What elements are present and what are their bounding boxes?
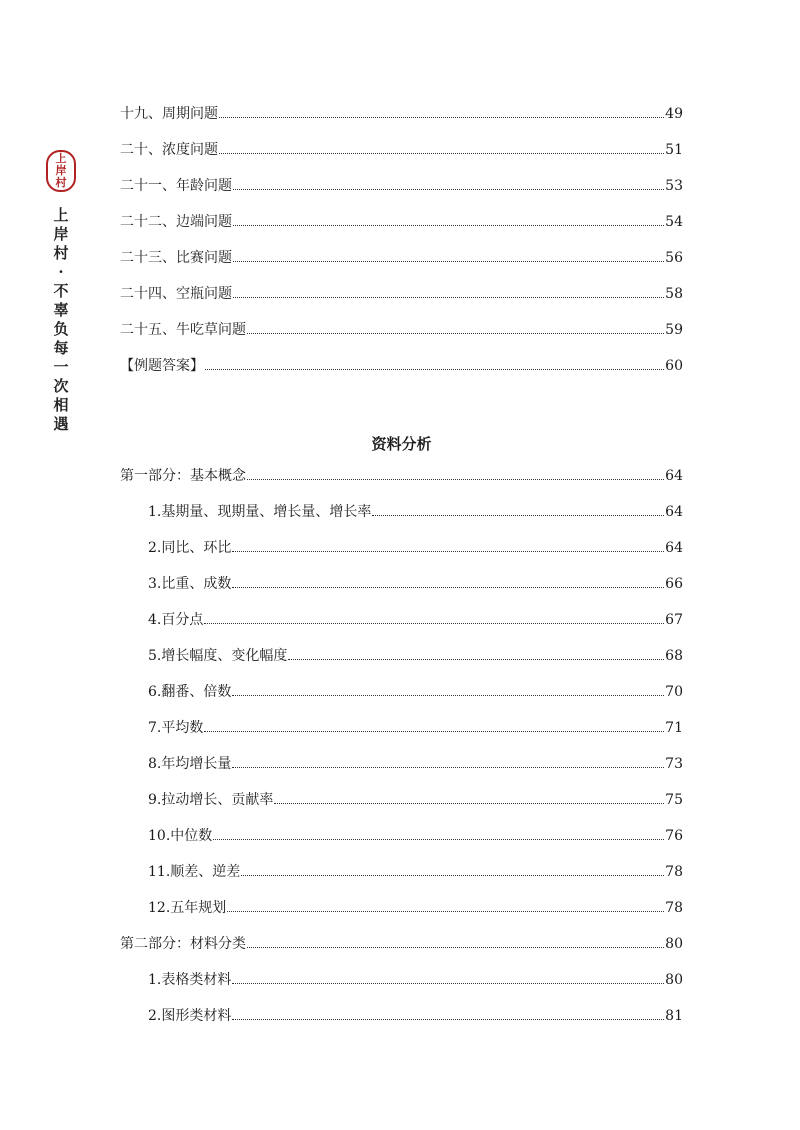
toc-entry[interactable] (120, 646, 683, 682)
toc-entry[interactable] (120, 970, 683, 1006)
dot-leader (247, 947, 664, 948)
section-heading (120, 412, 683, 466)
toc-entry-label: 二十、浓度问题 (120, 142, 218, 158)
toc-entry-label: 10.中位数 (148, 828, 213, 844)
toc-entry-page-number: 64 (665, 504, 683, 520)
slogan-char: 每 (53, 339, 69, 357)
brand-seal-logo (46, 150, 76, 192)
dot-leader (247, 479, 664, 480)
dot-leader (233, 297, 664, 298)
dot-leader (372, 515, 664, 516)
toc-entry[interactable] (120, 176, 683, 212)
dot-leader (213, 839, 664, 840)
toc-entry-label: 5.增长幅度、变化幅度 (148, 648, 288, 664)
toc-entry-label: 9.拉动增长、贡献率 (148, 792, 274, 808)
toc-entry-page-number: 68 (665, 648, 683, 664)
toc-entry[interactable] (120, 284, 683, 320)
toc-entry-label: 1.表格类材料 (148, 972, 232, 988)
slogan-char: 村 (53, 244, 69, 262)
dot-leader (232, 551, 664, 552)
dot-leader (219, 153, 664, 154)
dot-leader (232, 695, 664, 696)
slogan-char: 上 (53, 206, 69, 224)
toc-entry[interactable] (120, 248, 683, 284)
toc-entry-label: 6.翻番、倍数 (148, 684, 232, 700)
toc-entry[interactable] (120, 610, 683, 646)
toc-entry-label: 3.比重、成数 (148, 576, 232, 592)
dot-leader (219, 117, 664, 118)
seal-char: 岸 (55, 164, 67, 177)
toc-entry-page-number: 81 (665, 1008, 683, 1024)
toc-entry-page-number: 56 (665, 250, 683, 266)
slogan-char: 一 (53, 358, 69, 376)
toc-entry-page-number: 59 (665, 322, 683, 338)
dot-leader (232, 587, 664, 588)
toc-entry-page-number: 67 (665, 612, 683, 628)
toc-entry[interactable] (120, 466, 683, 502)
toc-entry[interactable] (120, 898, 683, 934)
toc-entry-page-number: 51 (665, 142, 683, 158)
dot-leader (247, 333, 664, 334)
toc-section-data-analysis (120, 466, 683, 1042)
toc-entry[interactable] (120, 320, 683, 356)
toc-entry[interactable] (120, 212, 683, 248)
toc-entry-label: 二十四、空瓶问题 (120, 286, 232, 302)
toc-entry[interactable] (120, 140, 683, 176)
toc-entry-label: 【例题答案】 (120, 358, 204, 374)
toc-entry[interactable] (120, 862, 683, 898)
toc-entry-page-number: 71 (665, 720, 683, 736)
dot-leader (204, 731, 664, 732)
toc-entry-label: 2.图形类材料 (148, 1008, 232, 1024)
dot-leader (233, 261, 664, 262)
slogan-char: · (58, 263, 64, 281)
toc-entry-page-number: 64 (665, 468, 683, 484)
toc-entry-page-number: 78 (665, 900, 683, 916)
toc-entry[interactable] (120, 104, 683, 140)
toc-entry-page-number: 58 (665, 286, 683, 302)
toc-entry[interactable] (120, 754, 683, 790)
dot-leader (233, 189, 664, 190)
toc-entry[interactable] (120, 1006, 683, 1042)
toc-entry[interactable] (120, 934, 683, 970)
slogan-char: 相 (53, 396, 69, 414)
toc-entry-label: 7.平均数 (148, 720, 204, 736)
toc-entry[interactable] (120, 356, 683, 392)
slogan-char: 负 (53, 320, 69, 338)
toc-entry-page-number: 66 (665, 576, 683, 592)
toc-entry[interactable] (120, 790, 683, 826)
slogan-char: 不 (53, 282, 69, 300)
toc-entry-page-number: 76 (665, 828, 683, 844)
seal-char: 上 (55, 152, 67, 165)
dot-leader (288, 659, 664, 660)
toc-entry-label: 二十五、牛吃草问题 (120, 322, 246, 338)
toc-entry-label: 二十三、比赛问题 (120, 250, 232, 266)
toc-entry-label: 2.同比、环比 (148, 540, 232, 556)
toc-entry-label: 12.五年规划 (148, 900, 227, 916)
toc-entry[interactable] (120, 574, 683, 610)
slogan-char: 次 (53, 377, 69, 395)
toc-entry-label: 8.年均增长量 (148, 756, 232, 772)
dot-leader (204, 623, 664, 624)
toc-entry-label: 第二部分：材料分类 (120, 936, 246, 952)
toc-entry[interactable] (120, 538, 683, 574)
toc-entry-page-number: 80 (665, 936, 683, 952)
toc-entry-label: 十九、周期问题 (120, 106, 218, 122)
toc-entry[interactable] (120, 682, 683, 718)
toc-entry[interactable] (120, 826, 683, 862)
brand-slogan (53, 206, 68, 434)
toc-section-quantitative (120, 104, 683, 392)
toc-entry-page-number: 78 (665, 864, 683, 880)
slogan-char: 遇 (53, 415, 69, 433)
table-of-contents (120, 104, 683, 1042)
toc-entry-label: 1.基期量、现期量、增长量、增长率 (148, 504, 372, 520)
dot-leader (227, 911, 664, 912)
toc-entry-label: 4.百分点 (148, 612, 204, 628)
seal-char: 村 (55, 176, 67, 189)
dot-leader (232, 1019, 664, 1020)
toc-entry[interactable] (120, 502, 683, 538)
dot-leader (232, 983, 664, 984)
toc-entry-page-number: 54 (665, 214, 683, 230)
toc-entry-page-number: 53 (665, 178, 683, 194)
toc-entry-page-number: 70 (665, 684, 683, 700)
toc-entry[interactable] (120, 718, 683, 754)
dot-leader (232, 767, 664, 768)
brand-sidebar (44, 150, 78, 434)
toc-entry-label: 第一部分：基本概念 (120, 468, 246, 484)
toc-entry-label: 11.顺差、逆差 (148, 864, 241, 880)
toc-entry-page-number: 75 (665, 792, 683, 808)
toc-entry-page-number: 49 (665, 106, 683, 122)
dot-leader (241, 875, 664, 876)
toc-entry-label: 二十一、年龄问题 (120, 178, 232, 194)
toc-entry-page-number: 60 (665, 358, 683, 374)
toc-entry-page-number: 64 (665, 540, 683, 556)
slogan-char: 岸 (53, 225, 69, 243)
section-heading-text: 资料分析 (371, 435, 432, 453)
dot-leader (274, 803, 664, 804)
toc-entry-page-number: 73 (665, 756, 683, 772)
slogan-char: 辜 (53, 301, 69, 319)
dot-leader (205, 369, 664, 370)
dot-leader (233, 225, 664, 226)
toc-entry-label: 二十二、边端问题 (120, 214, 232, 230)
toc-entry-page-number: 80 (665, 972, 683, 988)
